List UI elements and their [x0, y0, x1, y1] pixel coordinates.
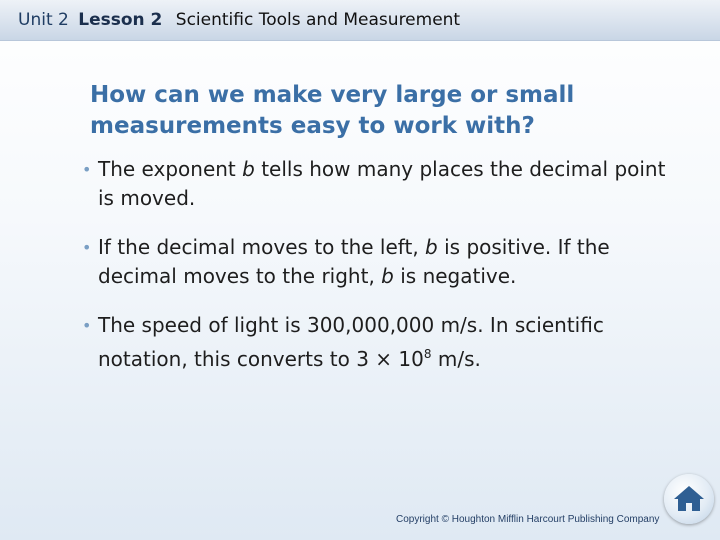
bullet-text: The exponent [98, 157, 243, 181]
bullet-text: tells how many places the decimal point is moved. [98, 157, 666, 210]
topic-label: Scientific Tools and Measurement [175, 10, 461, 30]
title-line-2: measurements easy to work with? [90, 113, 535, 139]
bullet-text: The speed of light is 300,000,000 m/s. In scientific notation, this converts to 3 × 10 [98, 313, 604, 371]
bullet-exponent [82, 155, 682, 213]
bullet-text: m/s. [431, 347, 481, 371]
bullet-text: is negative. [393, 264, 517, 288]
bullet-direction [82, 233, 682, 291]
bullet-speed-of-light [82, 311, 682, 374]
lesson-header [18, 10, 460, 30]
home-icon [670, 480, 708, 518]
lesson-label: Lesson 2 [78, 10, 163, 30]
bullet-list [82, 155, 682, 394]
slide-title [90, 80, 690, 142]
variable-b: b [425, 235, 438, 259]
bullet-text: is positive. If the decimal moves to the right, [98, 235, 610, 288]
header-bar [0, 0, 720, 41]
unit-label: Unit 2 [18, 10, 69, 30]
home-button[interactable] [664, 474, 714, 524]
title-line-1: How can we make very large or small [90, 82, 575, 108]
variable-b: b [381, 264, 394, 288]
exponent-superscript: 8 [423, 347, 432, 361]
bullet-text: If the decimal moves to the left, [98, 235, 426, 259]
copyright-footer: Copyright © Houghton Mifflin Harcourt Publishing Company [396, 514, 660, 525]
variable-b: b [242, 157, 255, 181]
